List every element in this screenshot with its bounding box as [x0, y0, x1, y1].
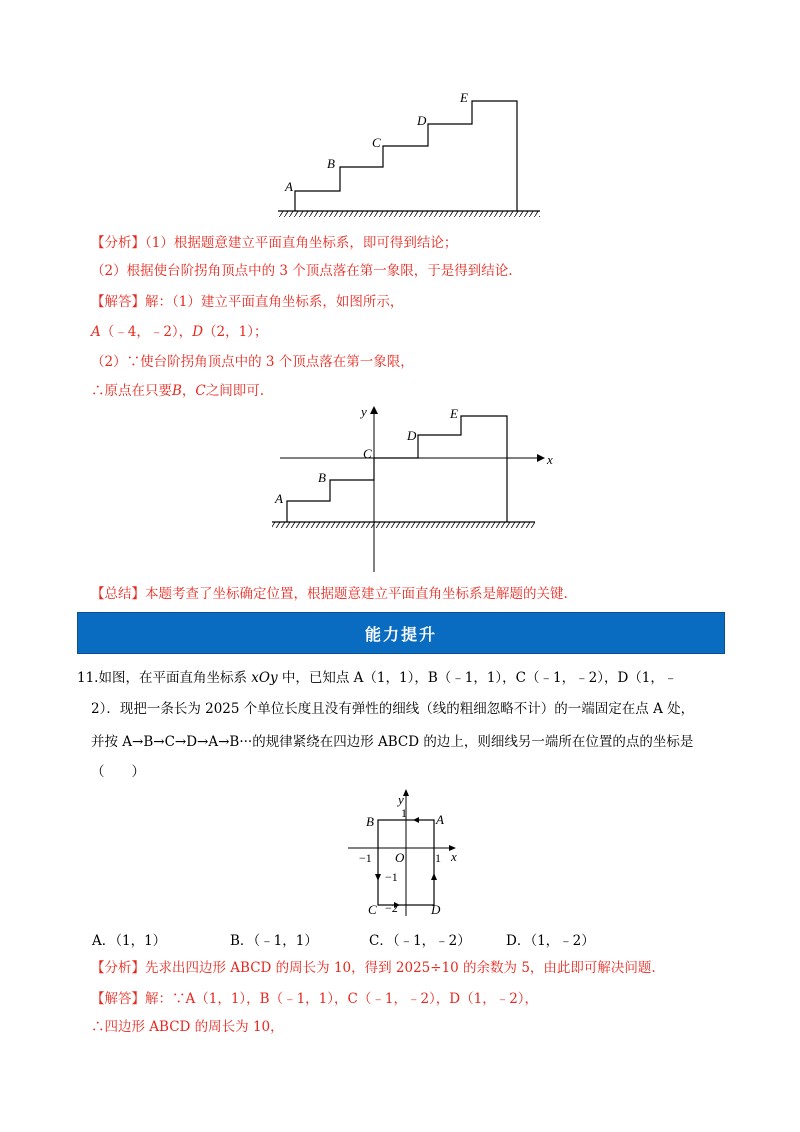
y-axis-arrow [370, 406, 378, 414]
answer2-line-1: 【解答】解：∵A（1，1），B（﹣1，1），C（﹣1，﹣2），D（1，﹣2）， [91, 991, 539, 1007]
analysis2-tag: 【分析】 [91, 960, 145, 976]
answer-coords-line: A（﹣4，﹣2），D（2，1）； [91, 324, 268, 340]
question-line-2: 2）．现把一条长为 2025 个单位长度且没有弹性的细线（线的粗细忽略不计）的一端固定在点 A 处， [91, 701, 695, 717]
option-d: D．（1，﹣2） [506, 933, 595, 949]
answer-line-3: （2）∵使台阶拐角顶点中的 3 个顶点落在第一象限， [91, 354, 414, 370]
analysis2-line: 【分析】先求出四边形 ABCD 的周长为 10，得到 2025÷10 的余数为 5，由此即可解决问题. [91, 960, 656, 976]
point-label-a: A [285, 179, 293, 194]
point-label-e: E [450, 406, 458, 421]
section-banner [77, 612, 725, 654]
ground-hatch [278, 211, 540, 217]
point-label-a: A [436, 812, 444, 827]
point-label-c: C [372, 135, 381, 150]
answer-line-4: ∴原点在只要B，C之间即可. [91, 383, 265, 399]
stair-outline [287, 416, 507, 522]
answer2-line-2: ∴四边形 ABCD 的周长为 10， [91, 1019, 284, 1035]
question-line-4: （ ） [91, 764, 145, 780]
answer-tag: 【解答】 [91, 294, 145, 310]
answer2-tag: 【解答】 [91, 991, 145, 1007]
x-axis-label: x [547, 452, 553, 467]
section-title: 能力提升 [364, 624, 437, 644]
analysis-line-1: 【分析】（1）根据题意建立平面直角坐标系，即可得到结论； [91, 235, 458, 251]
arrow-d-to-a [431, 873, 437, 880]
point-label-b: B [327, 156, 335, 171]
answer-line-1: 【解答】解：（1）建立平面直角坐标系，如图所示， [91, 294, 404, 310]
summary-line: 【总结】本题考查了坐标确定位置，根据题意建立平面直角坐标系是解题的关键. [91, 586, 568, 602]
tick-label-xm1: −1 [359, 851, 372, 865]
point-label-b: B [366, 814, 374, 829]
question-line-3: 并按 A→B→C→D→A→B···的规律紧绕在四边形 ABCD 的边上，则细线另一端所在位置的点的坐标是 [91, 734, 694, 750]
analysis-tag: 【分析】 [91, 235, 145, 251]
option-c: C．（﹣1，﹣2） [369, 933, 471, 949]
point-label-a: A [275, 491, 283, 506]
point-label-d: D [431, 902, 441, 917]
x-axis-arrow [537, 454, 545, 462]
analysis-line-2: （2）根据使台阶拐角顶点中的 3 个顶点落在第一象限，于是得到结论. [91, 263, 513, 279]
arrow-b-to-c [375, 874, 381, 881]
tick-label-ym1: −1 [385, 870, 398, 884]
summary-tag: 【总结】 [91, 586, 145, 602]
tick-label-x1: 1 [435, 851, 441, 865]
origin-label: O [395, 850, 405, 865]
y-axis-arrow [403, 789, 409, 796]
point-label-c: C [363, 446, 372, 461]
option-b: B．（﹣1，1） [230, 933, 318, 949]
point-label-d: D [417, 113, 427, 128]
arrow-a-to-b [413, 817, 419, 823]
option-a: A．（1，1） [92, 933, 167, 949]
question-line-1: 11.如图，在平面直角坐标系 xOy 中，已知点 A（1，1），B（﹣1，1），C（﹣1，﹣2），D（1，﹣ [77, 670, 678, 686]
point-label-c: C [368, 902, 377, 917]
ground-hatch [272, 522, 535, 528]
point-label-b: B [318, 470, 326, 485]
x-axis-label: x [451, 849, 457, 864]
point-label-e: E [460, 90, 468, 105]
tick-label-ym2: −2 [385, 901, 398, 915]
staircase-axes-figure [265, 402, 565, 577]
rectangle-abcd-figure [345, 784, 475, 919]
tick-label-y1: 1 [401, 806, 407, 820]
y-axis-label: y [361, 404, 367, 419]
y-axis-label: y [398, 792, 404, 807]
staircase-figure [260, 80, 560, 220]
point-label-d: D [407, 428, 417, 443]
